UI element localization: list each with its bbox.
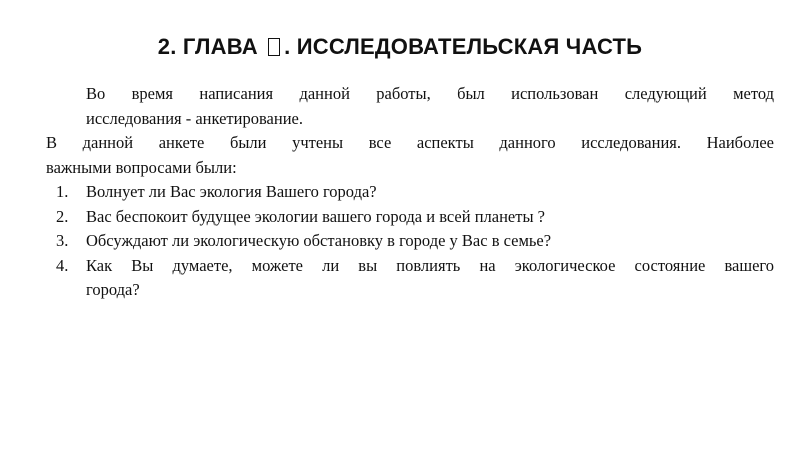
list-item: [46, 254, 774, 303]
list-item: [46, 205, 774, 230]
survey-paragraph: [46, 131, 774, 180]
slide-body: [46, 82, 774, 303]
list-item-number: 2.: [56, 206, 69, 226]
slide-title: [0, 34, 800, 60]
intro-line-1: Во время написания данной работы, был использован следующий метод: [86, 84, 774, 103]
list-item-text-line-2: города?: [86, 280, 140, 299]
list-item-text: Волнует ли Вас экология Вашего города?: [86, 182, 377, 201]
list-item-text: Обсуждают ли экологическую обстановку в городе у Вас в семье?: [86, 231, 552, 250]
list-item-text: [86, 254, 774, 303]
title-prefix: 2. ГЛАВА: [157, 34, 258, 59]
list-item-text: Вас беспокоит будущее экологии вашего города и всей планеты ?: [86, 206, 545, 226]
title-suffix: . ИССЛЕДОВАТЕЛЬСКАЯ ЧАСТЬ: [284, 34, 643, 59]
list-item-number: 1.: [56, 182, 69, 201]
questions-list: [46, 180, 774, 303]
intro-paragraph: [46, 82, 774, 131]
list-item-text-line-1: Как Вы думаете, можете ли вы повлиять на экологическое состояние вашего: [86, 255, 774, 275]
list-item-number: 4.: [56, 255, 69, 275]
list-item-number: 3.: [56, 231, 69, 250]
survey-line-1: В данной анкете были учтены все аспекты данного исследования. Наиболее: [46, 133, 774, 152]
list-item: [46, 180, 774, 205]
missing-glyph-icon: [268, 38, 280, 56]
intro-line-2: исследования - анкетирование.: [86, 108, 303, 128]
list-item: [46, 229, 774, 254]
survey-line-2: важными вопросами были:: [46, 157, 237, 177]
